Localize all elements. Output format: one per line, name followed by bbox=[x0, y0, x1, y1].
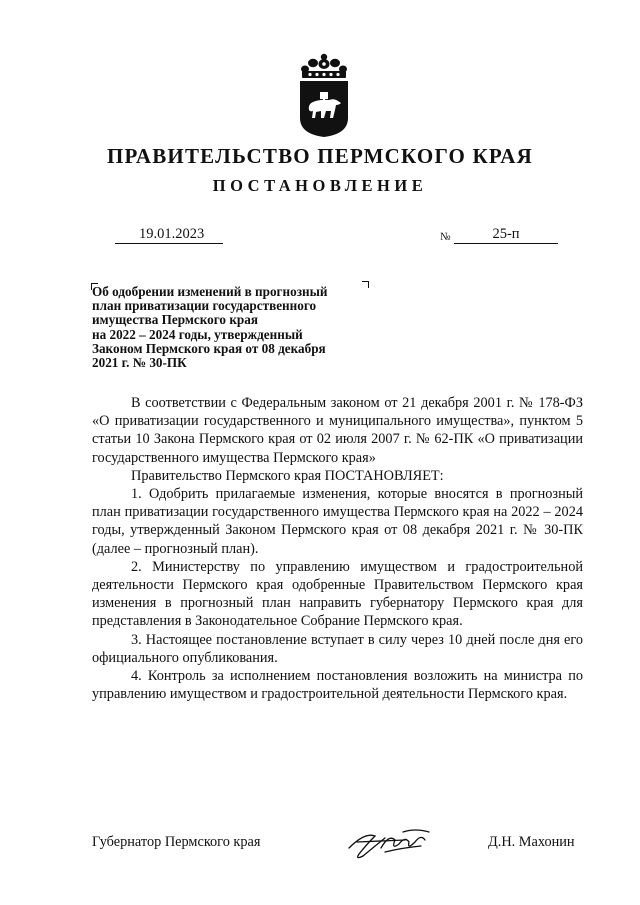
document-number: 25-п bbox=[454, 226, 558, 244]
document-type: ПОСТАНОВЛЕНИЕ bbox=[212, 176, 428, 195]
document-subject bbox=[92, 285, 382, 370]
coat-of-arms-icon bbox=[296, 52, 352, 138]
subject-line: план приватизации государственного bbox=[92, 298, 317, 314]
handwritten-signature-icon bbox=[345, 818, 437, 864]
item-4-paragraph: 4. Контроль за исполнением постановления возложить на министра по управлению имуществом и градостроительной деятельности Пермского края. bbox=[92, 668, 583, 703]
subject-line: 2021 г. № 30-ПК bbox=[92, 355, 187, 371]
number-label: № bbox=[440, 231, 451, 243]
decree-paragraph: Правительство Пермского края ПОСТАНОВЛЯЕТ: bbox=[131, 467, 444, 484]
item-2-paragraph: 2. Министерству по управлению имуществом и градостроительной деятельности Пермского края одобренные Правительством Пермского края изменения в прогнозный план направить губернатору Пермского края для представления в Законодательное Собрание Пермского края. bbox=[92, 558, 583, 630]
subject-line: имущества Пермского края bbox=[92, 312, 258, 328]
preamble-paragraph: В соответствии с Федеральным законом от 21 декабря 2001 г. № 178-ФЗ «О приватизации государственного и муниципального имущества», пунктом 5 статьи 10 Закона Пермского края от 02 июля 2007 г. № 62-ПК «О приватизации государственного имущества Пермского края» bbox=[92, 395, 583, 466]
organization-title: ПРАВИТЕЛЬСТВО ПЕРМСКОГО КРАЯ bbox=[106, 144, 533, 168]
signatory-position: Губернатор Пермского края bbox=[92, 834, 261, 850]
signatory-name: Д.Н. Махонин bbox=[488, 834, 575, 850]
item-1-paragraph: 1. Одобрить прилагаемые изменения, которые вносятся в прогнозный план приватизации государственного имущества Пермского края на 2022 – 2024 годы, утвержденный Законом Пермского края от 08 декабря 2021 г. № 30-ПК (далее – прогнозный план). bbox=[92, 486, 583, 557]
document-body bbox=[92, 394, 583, 703]
subject-line: Об одобрении изменений в прогнозный bbox=[92, 284, 328, 299]
subject-line: Законом Пермского края от 08 декабря bbox=[92, 340, 326, 356]
item-3-paragraph: 3. Настоящее постановление вступает в силу через 10 дней после дня его официального опубликования. bbox=[92, 631, 583, 666]
subject-line: на 2022 – 2024 годы, утвержденный bbox=[92, 326, 303, 342]
document-date: 19.01.2023 bbox=[115, 226, 223, 244]
